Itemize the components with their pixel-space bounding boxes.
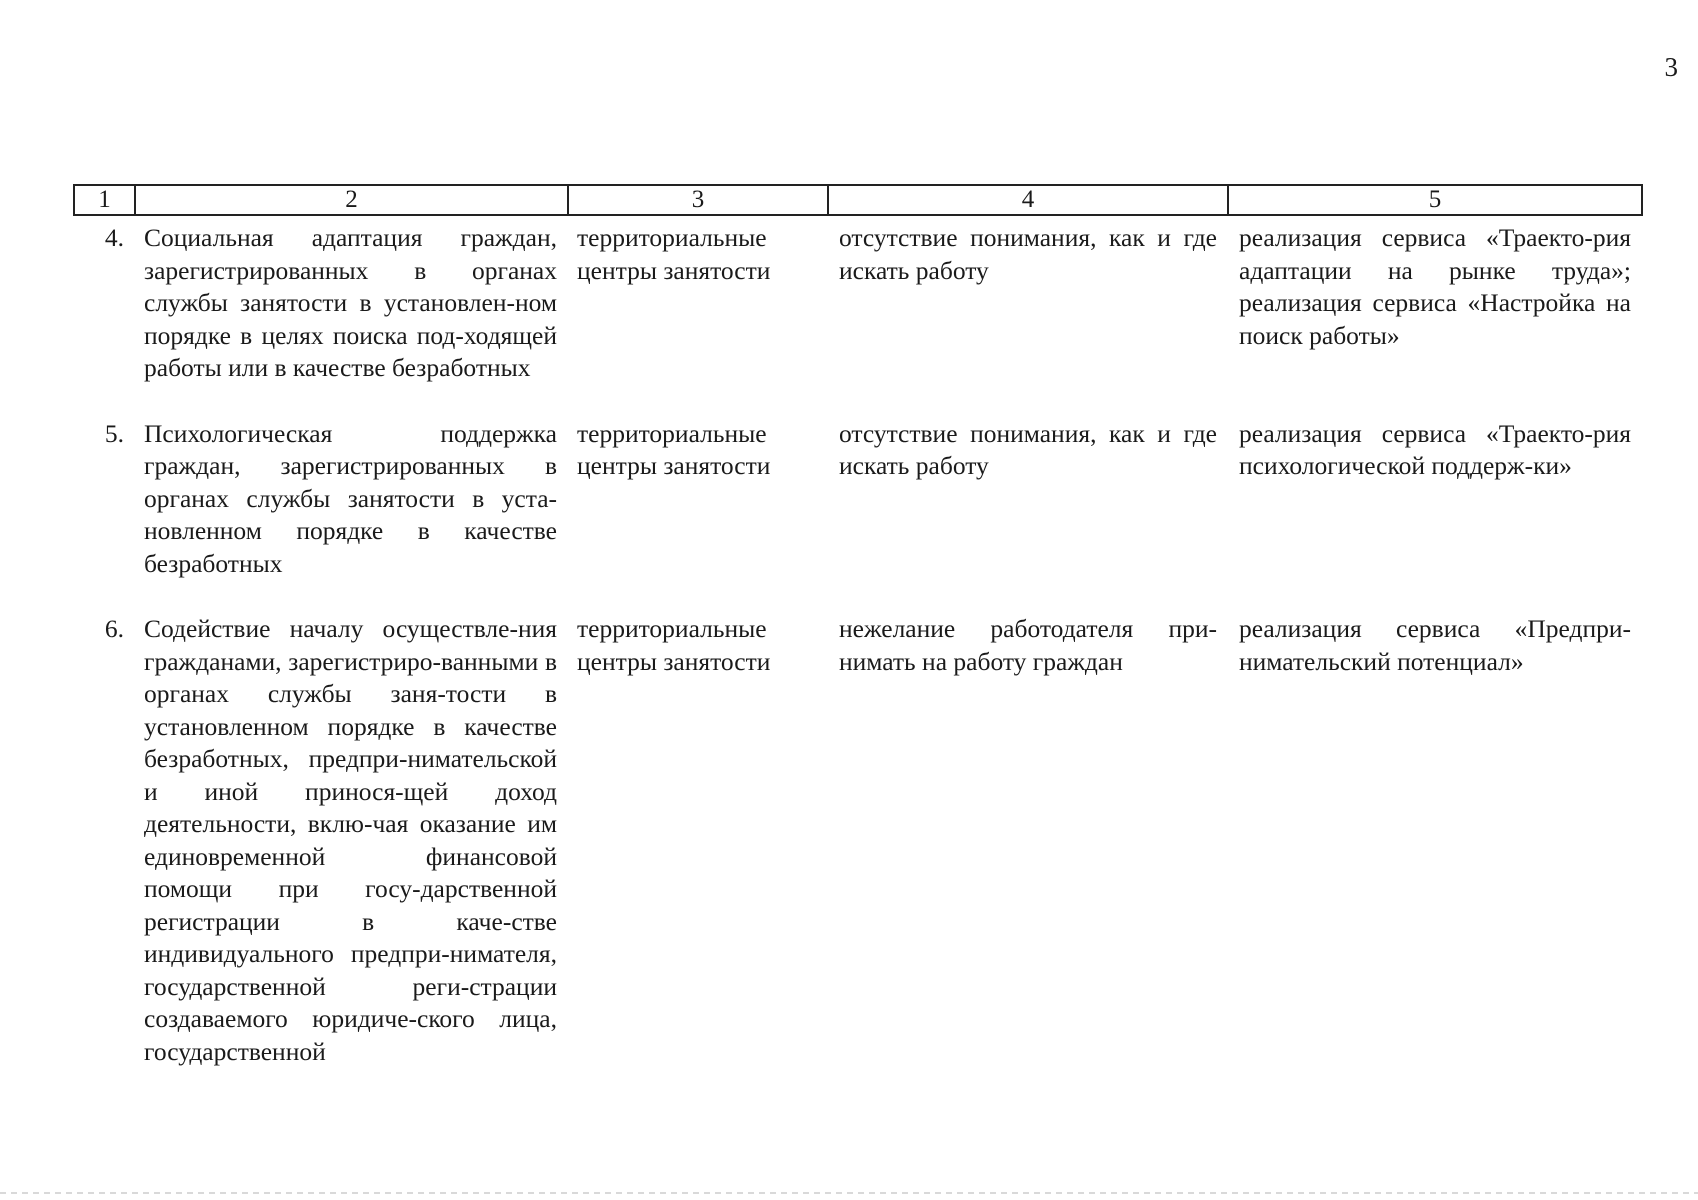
row-number: 6. [104,614,124,643]
problem-cell: отсутствие понимания, как и где искать работу [839,223,1217,285]
table-body [73,222,1641,1068]
header-col-2: 2 [135,185,568,215]
table-header [73,184,1643,216]
header-col-1: 1 [74,185,135,215]
measure-cell: Психологическая поддержка граждан, зарегистрированных в органах службы занятости в уста-новленном порядке в качестве безработных [144,418,557,578]
solution-cell: реализация сервиса «Траекто-рия адаптации на рынке труда»; реализация сервиса «Настройка на поиск работы» [1239,223,1631,350]
scan-edge-line [0,1192,1698,1194]
table-row [73,418,1641,581]
problem-cell: отсутствие понимания, как и где искать работу [839,418,1217,480]
row-number: 4. [104,223,124,252]
page-number: 3 [1664,52,1678,82]
header-col-4: 4 [828,185,1228,215]
executor-cell: территориальные центры занятости [577,614,771,676]
measure-cell: Социальная адаптация граждан, зарегистрированных в органах службы занятости в установлен-ном порядке в целях поиска под-ходящей работы или в качестве безработных [144,223,557,382]
solution-cell: реализация сервиса «Предпри-нимательский потенциал» [1239,614,1631,676]
executor-cell: территориальные центры занятости [577,418,771,480]
measure-cell: Содействие началу осуществле-ния гражданами, зарегистриро-ванными в органах службы заня-тости в установленном порядке в качестве безработных, предпри-нимательской и иной принося-щей доход деятельности, вклю-чая оказание им единовременной финансовой помощи при госу-дарственной регистрации в каче-стве индивидуального предпри-нимателя, государственной реги-страции создаваемого юридиче-ского лица, государственной [144,614,557,1066]
executor-cell: территориальные центры занятости [577,223,771,285]
table-row [73,613,1641,1068]
header-row [74,185,1642,215]
table-row [73,222,1641,385]
row-number: 5. [104,418,124,448]
problem-cell: нежелание работодателя при-нимать на работу граждан [839,614,1217,676]
header-col-3: 3 [568,185,828,215]
header-col-5: 5 [1228,185,1642,215]
solution-cell: реализация сервиса «Траекто-рия психологической поддерж-ки» [1239,418,1631,480]
